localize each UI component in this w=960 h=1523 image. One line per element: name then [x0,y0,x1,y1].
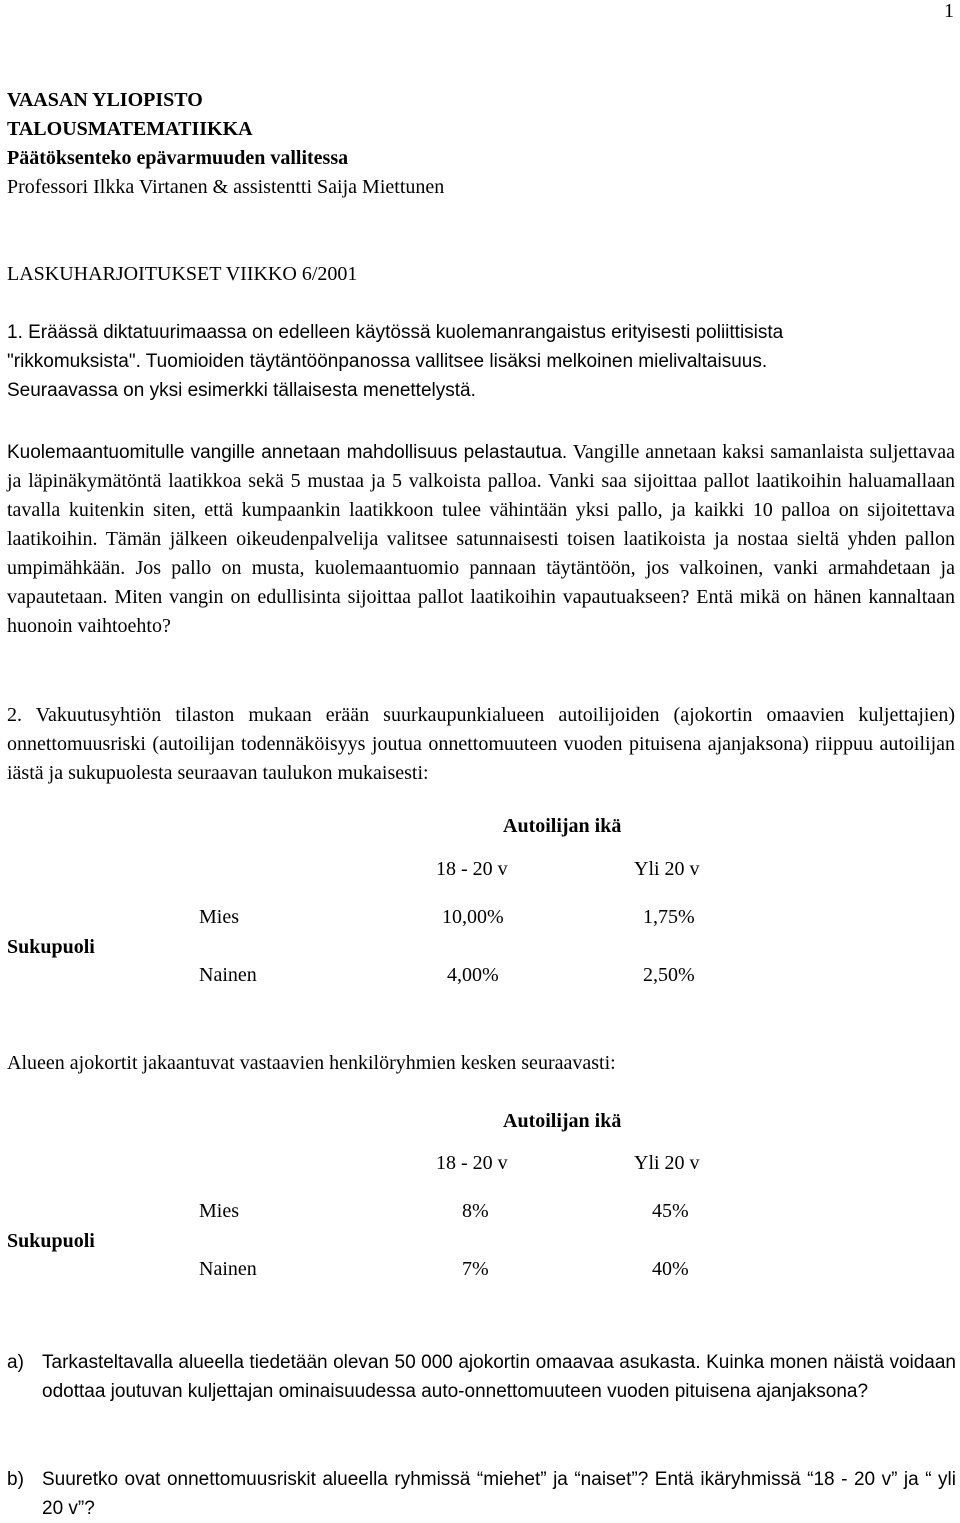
exercise-title: LASKUHARJOITUKSET VIIKKO 6/2001 [7,263,358,285]
between-text: Alueen ajokortit jakaantuvat vastaavien henkilöryhmien kesken seuraavasti: [7,1052,616,1074]
question-b-text: Suuretko ovat onnettomuusriskit alueella ryhmissä “miehet” ja “naiset”? Entä ikäryhmissä “18 - 20 v” ja “ yli 20 v”? [42,1469,956,1519]
table1-col-2: Yli 20 v [634,858,700,880]
task1-body-sans: Kuolemaantuomitulle vangille annetaan mahdollisuus pelastautua. [7,442,568,463]
table2-row-2-label: Nainen [199,1258,257,1280]
question-a-text: Tarkasteltavalla alueella tiedetään olevan 50 000 ajokortin omaavaa asukasta. Kuinka monen näistä voidaan odottaa joutuvan kuljettajan ominaisuudessa auto-onnettomuuteen vuoden pituisena ajanjaksona? [42,1352,956,1402]
table2-row-1-val-1: 8% [462,1200,489,1222]
page-number: 1 [944,0,954,22]
course-title: Päätöksenteko epävarmuuden vallitessa [7,147,349,169]
table1-header: Autoilijan ikä [503,815,622,837]
table2-row-2-val-2: 40% [652,1258,689,1280]
question-a-label: a) [7,1352,24,1373]
task1-body-serif: Vangille annetaan kaksi samanlaista suljettavaa ja läpinäkymätöntä laatikkoa sekä 5 mustaa ja 5 valkoista palloa. Vanki saa sijoittaa pallot laatikoihin haluamallaan tavalla kuitenkin siten, että kumpaankin laatikkoon tulee vähintään yksi pallo, ja kaikki 10 palloa on sijoitettava laatikoihin. Tämän jälkeen oikeudenpalvelija valitsee satunnaisesti toisen laatikoista ja nostaa sieltä yhden pallon umpimähkään. Jos pallo on musta, kuolemaantuomio pannaan täytäntöön, jos valkoinen, vanki armahdetaan ja vapautetaan. Miten vangin on edullisinta sijoittaa pallot laatikoihin vapautuakseen? Entä mikä on hänen kannaltaan huonoin vaihtoehto? [7,441,955,637]
table1-row-2-val-1: 4,00% [447,964,499,986]
table2-row-group: Sukupuoli [7,1230,95,1252]
department-name: TALOUSMATEMATIIKKA [7,118,253,140]
task1-line-2: "rikkomuksista". Tuomioiden täytäntöönpanossa vallitsee lisäksi melkoinen mielivaltaisuus. [7,351,768,372]
table1-col-1: 18 - 20 v [436,858,508,880]
task1-body [7,438,955,641]
teachers: Professori Ilkka Virtanen & assistentti Saija Miettunen [7,176,445,198]
table2-header: Autoilijan ikä [503,1110,622,1132]
table2-row-1-label: Mies [199,1200,239,1222]
table1-row-1-label: Mies [199,906,239,928]
table1-row-2-label: Nainen [199,964,257,986]
university-name: VAASAN YLIOPISTO [7,89,203,111]
question-b-label: b) [7,1469,24,1490]
task1-line-3: Seuraavassa on yksi esimerkki tällaisesta menettelystä. [7,380,476,401]
table2-row-1-val-2: 45% [652,1200,689,1222]
table1-row-1-val-2: 1,75% [643,906,695,928]
table1-row-group: Sukupuoli [7,936,95,958]
table2-col-2: Yli 20 v [634,1152,700,1174]
table1-row-1-val-1: 10,00% [442,906,504,928]
task2-intro: 2. Vakuutusyhtiön tilaston mukaan erään suurkaupunkialueen autoilijoiden (ajokortin omaavien kuljettajien) onnettomuusriski (autoilijan todennäköisyys joutua onnettomuuteen vuoden pituisena ajanjaksona) riippuu autoilijan iästä ja sukupuolesta seuraavan taulukon mukaisesti: [7,704,955,784]
task1-line-1: 1. Eräässä diktatuurimaassa on edelleen käytössä kuolemanrangaistus erityisesti poliittisista [7,322,784,343]
table1-row-2-val-2: 2,50% [643,964,695,986]
table2-row-2-val-1: 7% [462,1258,489,1280]
table2-col-1: 18 - 20 v [436,1152,508,1174]
